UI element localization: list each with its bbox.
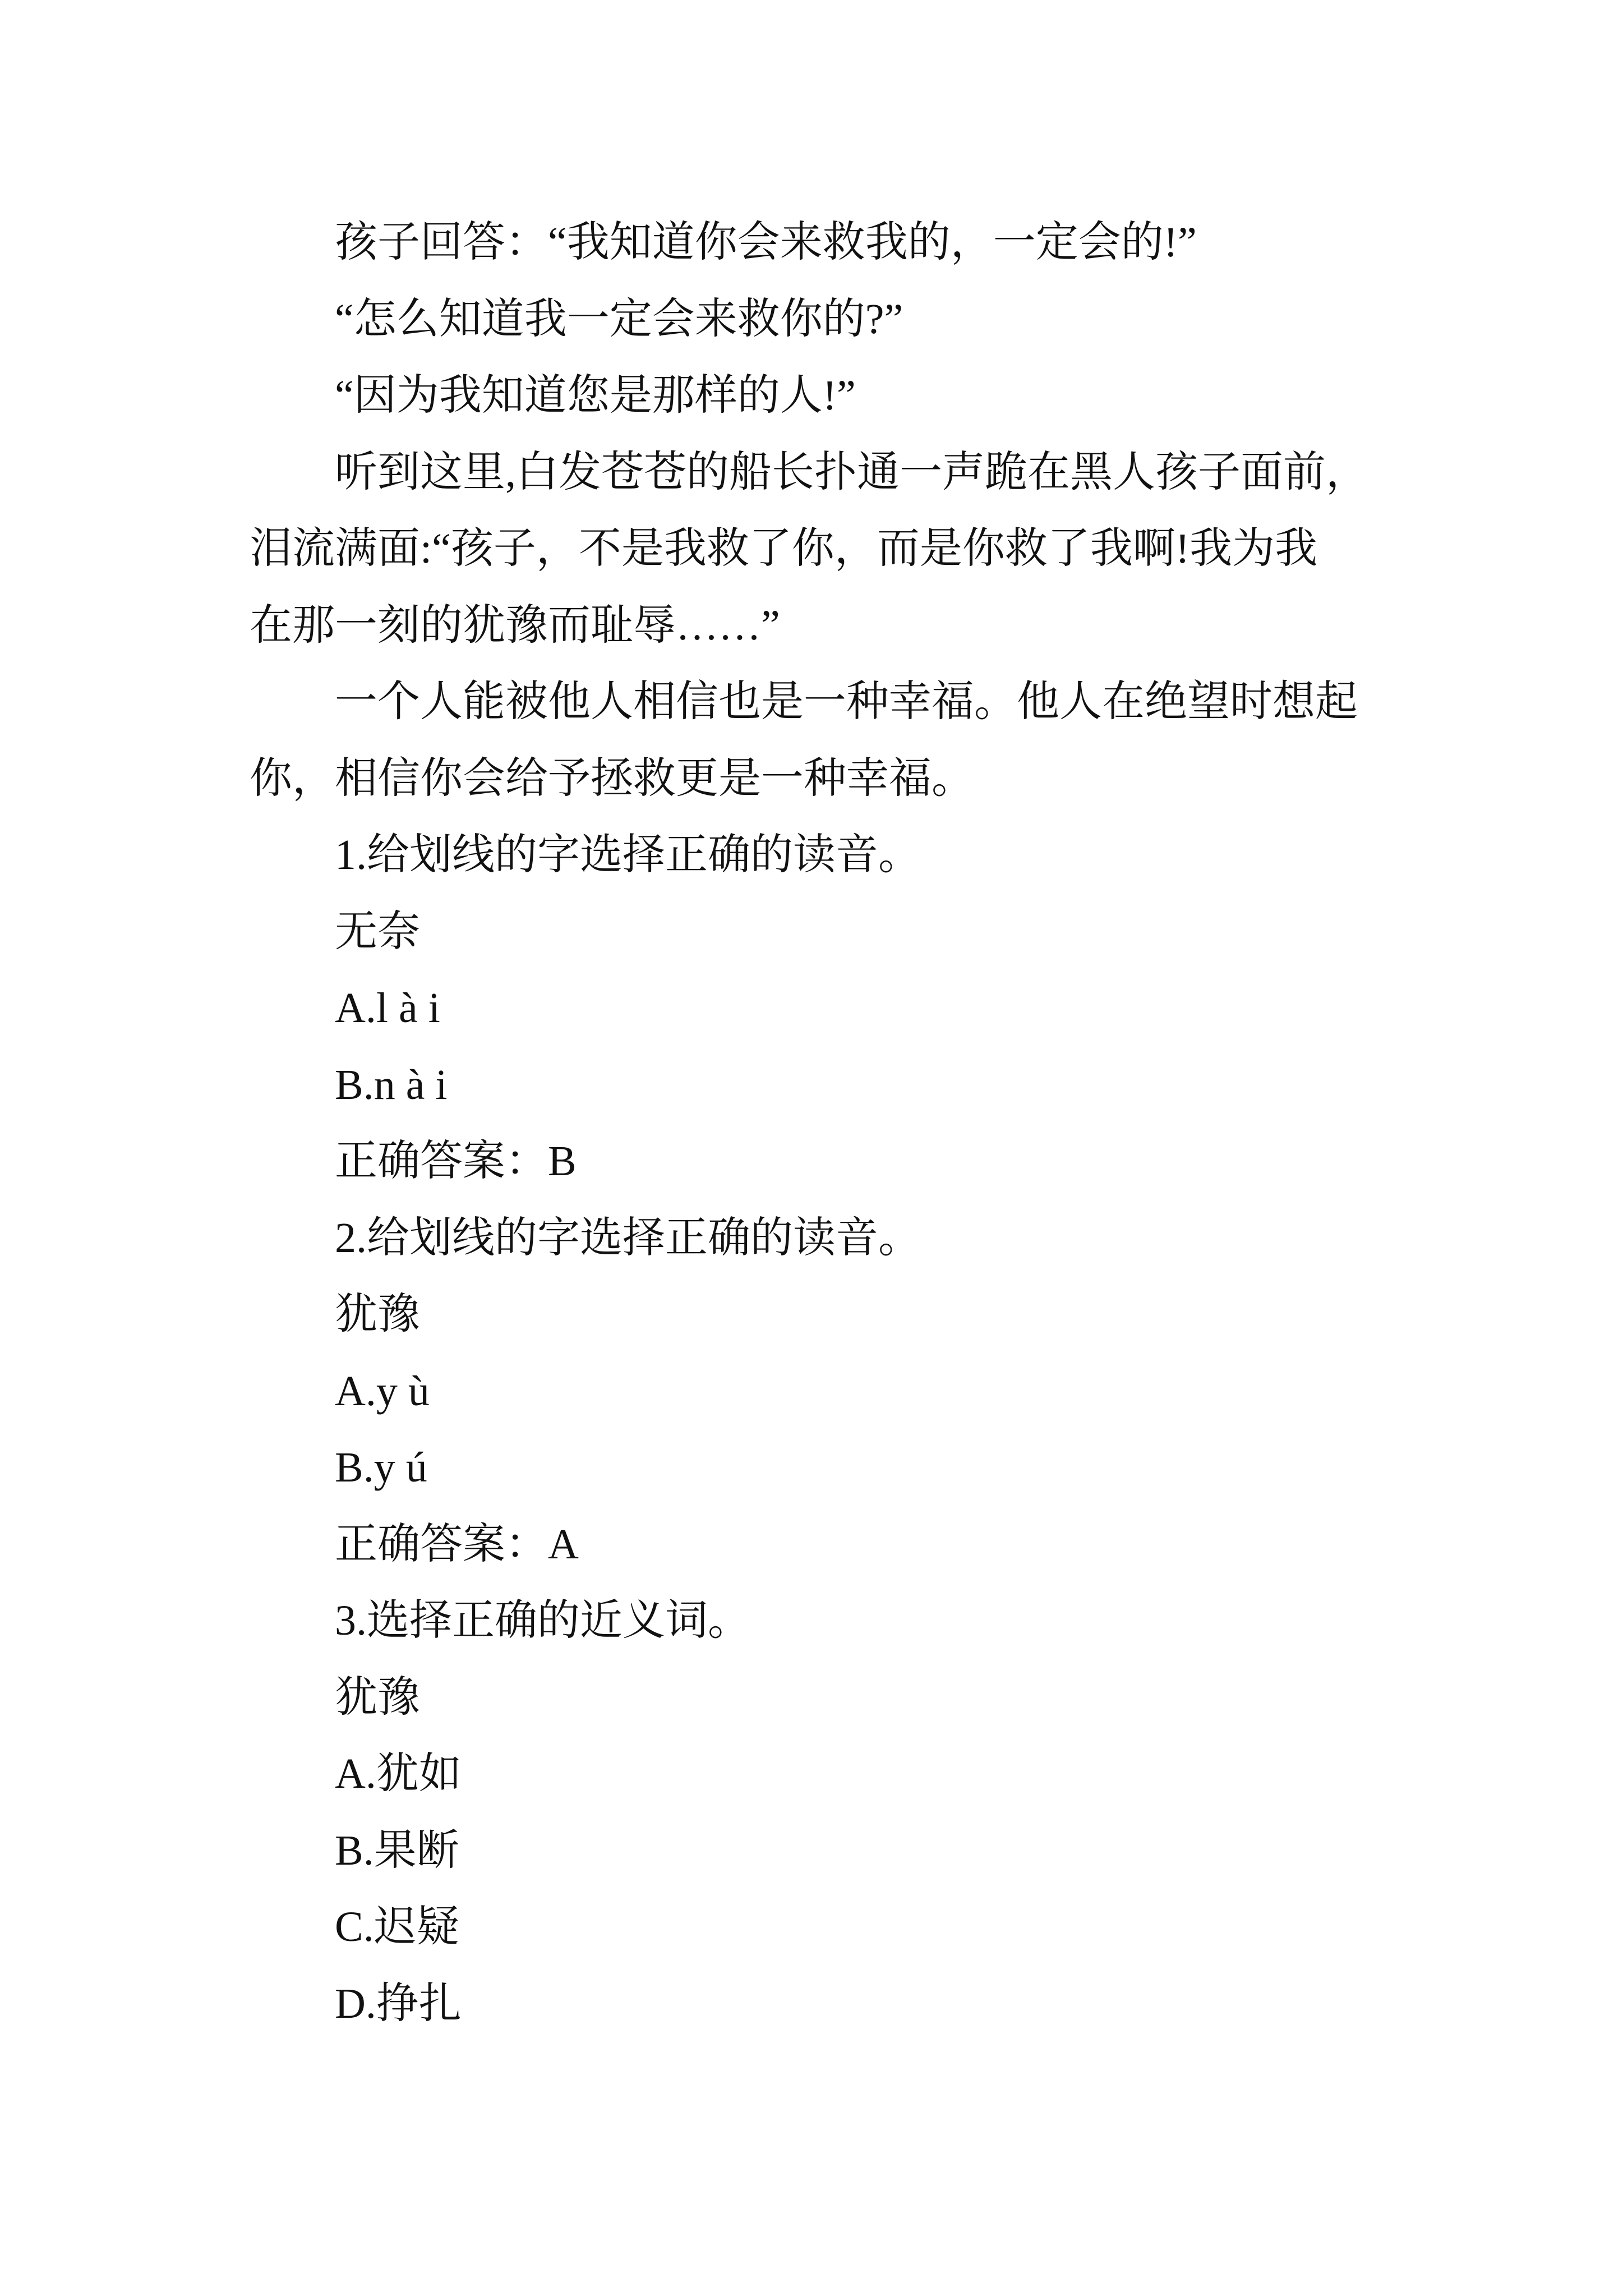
story-paragraph: “怎么知道我一定会来救你的?” [335,295,903,343]
option-b: B.果断 [335,1826,459,1874]
document-body [250,204,1394,2042]
paragraph-line: 泪流满面:“孩子，不是我救了你，而是你救了我啊!我为我 [250,525,1318,572]
story-paragraph: 孩子回答：“我知道你会来救我的，一定会的!” [335,219,1197,266]
story-paragraph [250,434,1394,664]
option-c: C.迟疑 [335,1903,459,1950]
option-a: A.l à i [335,984,440,1032]
question-3 [250,1582,1394,2042]
paragraph-line: 听到这里,白发苍苍的船长扑通一声跪在黑人孩子面前， [335,448,1368,496]
option-b: B.y ú [335,1444,427,1491]
option-d: D.挣扎 [335,1980,462,2027]
question-2 [250,1200,1394,1583]
paragraph-line: 在那一刻的犹豫而耻辱……” [250,601,780,649]
question-word: 无奈 [335,908,420,955]
option-b: B.n à i [335,1061,448,1108]
story-paragraph: “因为我知道您是那样的人!” [335,372,856,419]
question-prompt: 3.选择正确的近义词。 [335,1597,750,1644]
correct-answer: 正确答案：A [335,1520,579,1568]
option-a: A.y ù [335,1367,430,1415]
question-word: 犹豫 [335,1673,420,1721]
paragraph-line: 一个人能被他人相信也是一种幸福。他人在绝望时想起 [335,678,1358,725]
question-prompt: 1.给划线的字选择正确的读音。 [335,831,921,878]
paragraph-line: 你，相信你会给予拯救更是一种幸福。 [250,754,974,802]
option-a: A.犹如 [335,1750,462,1797]
question-1 [250,817,1394,1200]
question-word: 犹豫 [335,1291,420,1338]
question-prompt: 2.给划线的字选择正确的读音。 [335,1214,921,1262]
story-paragraph [250,664,1394,817]
correct-answer: 正确答案：B [335,1138,577,1185]
